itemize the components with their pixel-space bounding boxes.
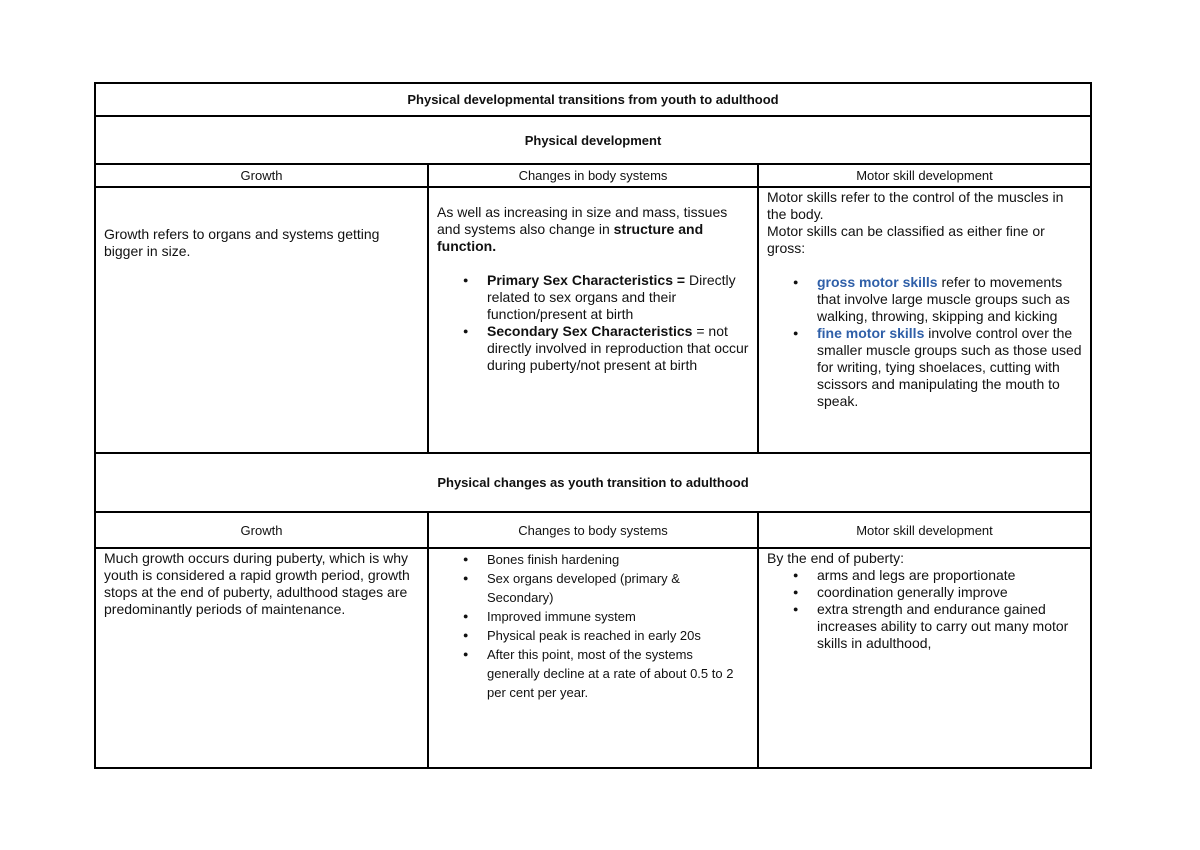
motor-intro-2: Motor skills can be classified as either fine or gross:: [767, 223, 1045, 256]
motor-intro-1: Motor skills refer to the control of the muscles in the body.: [767, 189, 1064, 222]
body-systems-cell: [428, 187, 758, 453]
list-item: ● coordination generally improve: [817, 584, 1082, 601]
body-systems-intro: As well as increasing in size and mass, tissues and systems also change in structure and function.: [437, 204, 728, 254]
section-heading-physical-development: Physical development: [95, 116, 1091, 164]
body-changes-list: [437, 550, 749, 702]
list-item: ● Improved immune system: [487, 607, 749, 626]
sex-characteristics-list: [437, 272, 749, 374]
column-header-motor-skills-2: Motor skill development: [758, 512, 1091, 548]
motor-skills-list: [767, 274, 1082, 410]
list-item: ● fine motor skills involve control over the smaller muscle groups such as those used for writing, tying shoelaces, cutting with scissors and manipulating the mouth to speak.: [817, 325, 1082, 410]
list-item: ● Sex organs developed (primary & Secondary): [487, 569, 749, 607]
list-item: ● extra strength and endurance gained increases ability to carry out many motor skills in adulthood,: [817, 601, 1082, 652]
column-header-body-systems: Changes in body systems: [428, 164, 758, 187]
list-item: ● After this point, most of the systems generally decline at a rate of about 0.5 to 2 per cent per year.: [487, 645, 749, 702]
motor-skills-cell-2: [758, 548, 1091, 768]
development-table: [94, 82, 1092, 769]
motor-intro-puberty: By the end of puberty:: [767, 550, 904, 566]
list-item: ● Secondary Sex Characteristics = not directly involved in reproduction that occur during puberty/not present at birth: [487, 323, 749, 374]
column-header-growth-2: Growth: [95, 512, 428, 548]
list-item: ● arms and legs are proportionate: [817, 567, 1082, 584]
section-heading-physical-changes: Physical changes as youth transition to adulthood: [95, 453, 1091, 512]
list-item: ● Bones finish hardening: [487, 550, 749, 569]
growth-text-2: Much growth occurs during puberty, which is why youth is considered a rapid growth period, growth stops at the end of puberty, adulthood stages are predominantly periods of maintenance.: [104, 550, 410, 617]
growth-cell-2: [95, 548, 428, 768]
column-header-body-systems-2: Changes to body systems: [428, 512, 758, 548]
gross-motor-term: gross motor skills: [817, 274, 938, 290]
column-header-motor-skills: Motor skill development: [758, 164, 1091, 187]
motor-skills-cell: [758, 187, 1091, 453]
list-item: ● Physical peak is reached in early 20s: [487, 626, 749, 645]
column-header-growth: Growth: [95, 164, 428, 187]
growth-cell: [95, 187, 428, 453]
table-title: Physical developmental transitions from youth to adulthood: [95, 83, 1091, 116]
puberty-motor-list: [767, 567, 1082, 652]
list-item: ● gross motor skills refer to movements that involve large muscle groups such as walking, throwing, skipping and kicking: [817, 274, 1082, 325]
list-item: ● Primary Sex Characteristics = Directly related to sex organs and their function/present at birth: [487, 272, 749, 323]
body-systems-cell-2: [428, 548, 758, 768]
fine-motor-term: fine motor skills: [817, 325, 925, 341]
structure-function-bold: structure and function.: [437, 221, 704, 254]
growth-text: Growth refers to organs and systems getting bigger in size.: [104, 226, 380, 259]
